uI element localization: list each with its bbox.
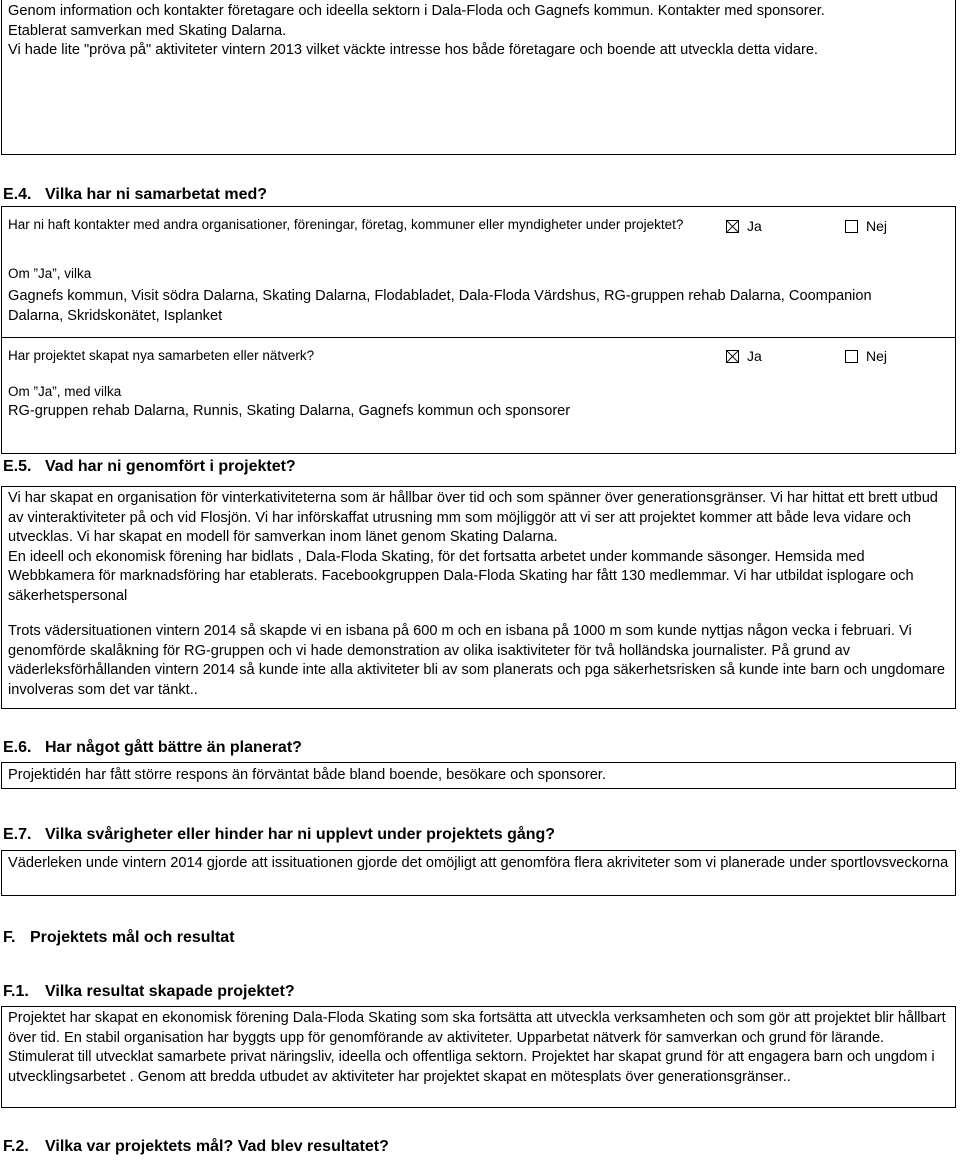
followup-label-networks: Om ”Ja”, med vilka	[8, 384, 122, 399]
section-e6-box	[1, 762, 956, 789]
text-line: Genom information och kontakter företagare och ideella sektorn i Dala-Floda och Gagnefs kommun. Kontakter med sponsorer.	[8, 3, 825, 19]
section-e5-box	[1, 486, 956, 709]
paragraph: Projektet har skapat en ekonomisk förening Dala-Floda Skating som ska fortsätta att utveckla verksamheten och som gör att projektet blir hållbart över tid. En stabil organisation har byggts upp för genomförande av aktiviteter. Upparbetat nätverk för samverkan och grund för lärande. Stimulerat till utvecklat samarbete privat näringsliv, ideella och offentliga sektorn. Projektet har skapat grund för att engagera barn och ungdom i utvecklingsarbetet . Genom att bredda utbudet av aktiviteter har projektet skapat en mötesplats över generationsgränser..	[8, 1010, 946, 1085]
paragraph: En ideell och ekonomisk förening har bidlats , Dala-Floda Skating, för det fortsatta arbetet under kommande säsonger. Hemsida med Webbkamera för marknadsföring har etablerats. Facebookgruppen Dala-Floda Skating har fått 130 medlemmar. Vi har utbildat isplogare och säkerhetspersonal	[8, 548, 914, 604]
checkbox-ja-contacts[interactable]: Ja	[726, 218, 762, 234]
paragraph: Väderleken unde vintern 2014 gjorde att issituationen gjorde det omöjligt att genomföra flera akriviteter som vi planerade under sportlovsveckorna	[8, 855, 949, 871]
section-e7-box	[1, 850, 956, 896]
section-heading-f2: F.2. Vilka var projektets mål? Vad blev resultatet?	[3, 1138, 389, 1155]
section-heading-e5: E.5. Vad har ni genomfört i projektet?	[3, 458, 296, 475]
checkbox-empty-icon	[845, 350, 858, 363]
text-line: Vi hade lite "pröva på" aktiviteter vintern 2013 vilket väckte intresse hos både företagare och boende att utveckla detta vidare.	[8, 42, 818, 58]
checkbox-nej-contacts[interactable]: Nej	[845, 218, 887, 234]
section-heading-e4: E.4. Vilka har ni samarbetat med?	[3, 186, 268, 203]
divider	[2, 337, 955, 338]
followup-label-contacts: Om ”Ja”, vilka	[8, 266, 92, 281]
spacer	[8, 606, 949, 622]
section-d-answer-box	[1, 0, 956, 155]
text-line: Etablerat samverkan med Skating Dalarna.	[8, 22, 287, 39]
checkbox-checked-icon	[726, 220, 739, 233]
section-f1-box	[1, 1006, 956, 1108]
checkbox-nej-networks[interactable]: Nej	[845, 348, 887, 364]
question-contacts: Har ni haft kontakter med andra organisationer, föreningar, företag, kommuner eller myndigheter under projektet?	[8, 217, 684, 232]
section-e4-box	[1, 206, 956, 454]
checkbox-empty-icon	[845, 220, 858, 233]
question-new-networks: Har projektet skapat nya samarbeten eller nätverk?	[8, 348, 315, 363]
paragraph: Trots vädersituationen vintern 2014 så skapde vi en isbana på 600 m och en isbana på 1000 m som kunde nyttjas någon vecka i februari. Vi genomförde skalåkning för RG-gruppen och vi hade demonstration av olika isaktiviteter för två holländska journalister. På grund av väderleksförhållanden vintern 2014 så kunde inte alla aktiviteter bli av som planerats och pga säkerhetsrisken så kunde inte barn och ungdomare involveras som det var tänkt..	[8, 623, 945, 698]
answer-networks: RG-gruppen rehab Dalarna, Runnis, Skating Dalarna, Gagnefs kommun och sponsorer	[8, 403, 571, 419]
section-heading-e6: E.6. Har något gått bättre än planerat?	[3, 739, 302, 756]
section-heading-f1: F.1. Vilka resultat skapade projektet?	[3, 983, 295, 1000]
paragraph: Vi har skapat en organisation för vinterkativiteterna som är hållbar över tid och som spänner över generationsgränser. Vi har hittat ett brett utbud av vinteraktiviteter på och vid Flosjön. Vi har införskaffat utrusning mm som möjliggör att vi ser att projektet kommer att både leva vidare och utvecklas. Vi har skapat en modell för samverkan inom länet genom Skating Dalarna.	[8, 490, 938, 545]
paragraph: Projektidén har fått större respons än förväntat både bland boende, besökare och sponsorer.	[8, 767, 606, 783]
checkbox-ja-networks[interactable]: Ja	[726, 348, 762, 364]
section-heading-f: F. Projektets mål och resultat	[3, 929, 235, 946]
answer-contacts: Gagnefs kommun, Visit södra Dalarna, Skating Dalarna, Flodabladet, Dala-Floda Värdshus, RG-gruppen rehab Dalarna, Coompanion Dalarna, Skridskonätet, Isplanket	[8, 288, 872, 324]
section-heading-e7: E.7. Vilka svårigheter eller hinder har ni upplevt under projektets gång?	[3, 826, 556, 843]
checkbox-checked-icon	[726, 350, 739, 363]
